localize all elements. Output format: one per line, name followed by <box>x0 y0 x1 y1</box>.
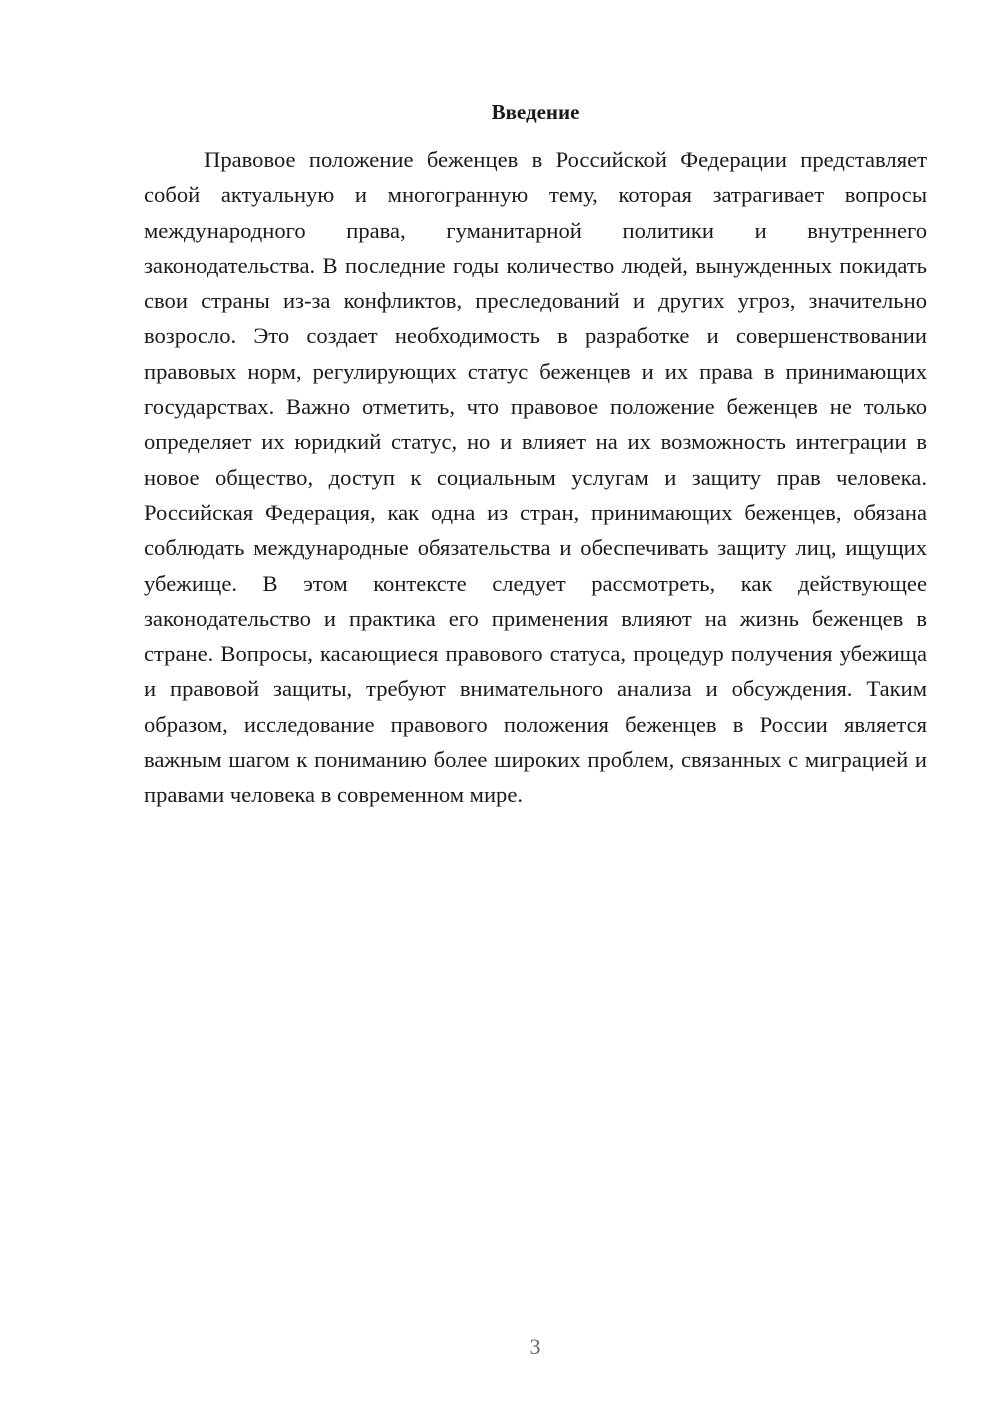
section-heading: Введение <box>491 100 580 124</box>
body-paragraph: Правовое положение беженцев в Российской Федерации представляет собой актуальную и многогранную тему, которая затрагивает вопросы международного права, гуманитарной политики и внутреннего законодательства. В последние годы количество людей, вынужденных покидать свои страны из-за конфликтов, преследований и других угроз, значительно возросло. Это создает необходимость в разработке и совершенствовании правовых норм, регулирующих статус беженцев и их права в принимающих государствах. Важно отметить, что правовое положение беженцев не только определяет их юридкий статус, но и влияет на их возможность интеграции в новое общество, доступ к социальным услугам и защиту прав человека. Российская Федерация, как одна из стран, принимающих беженцев, обязана соблюдать международные обязательства и обеспечивать защиту лиц, ищущих убежище. В этом контексте следует рассмотреть, как действующее законодательство и практика его применения влияют на жизнь беженцев в стране. Вопросы, касающиеся правового статуса, процедур получения убежища и правовой защиты, требуют внимательного анализа и обсуждения. Таким образом, исследование правового положения беженцев в России является важным шагом к пониманию более широких проблем, связанных с миграцией и правами человека в современном мире. <box>144 147 927 808</box>
page-number: 3 <box>529 1334 541 1359</box>
